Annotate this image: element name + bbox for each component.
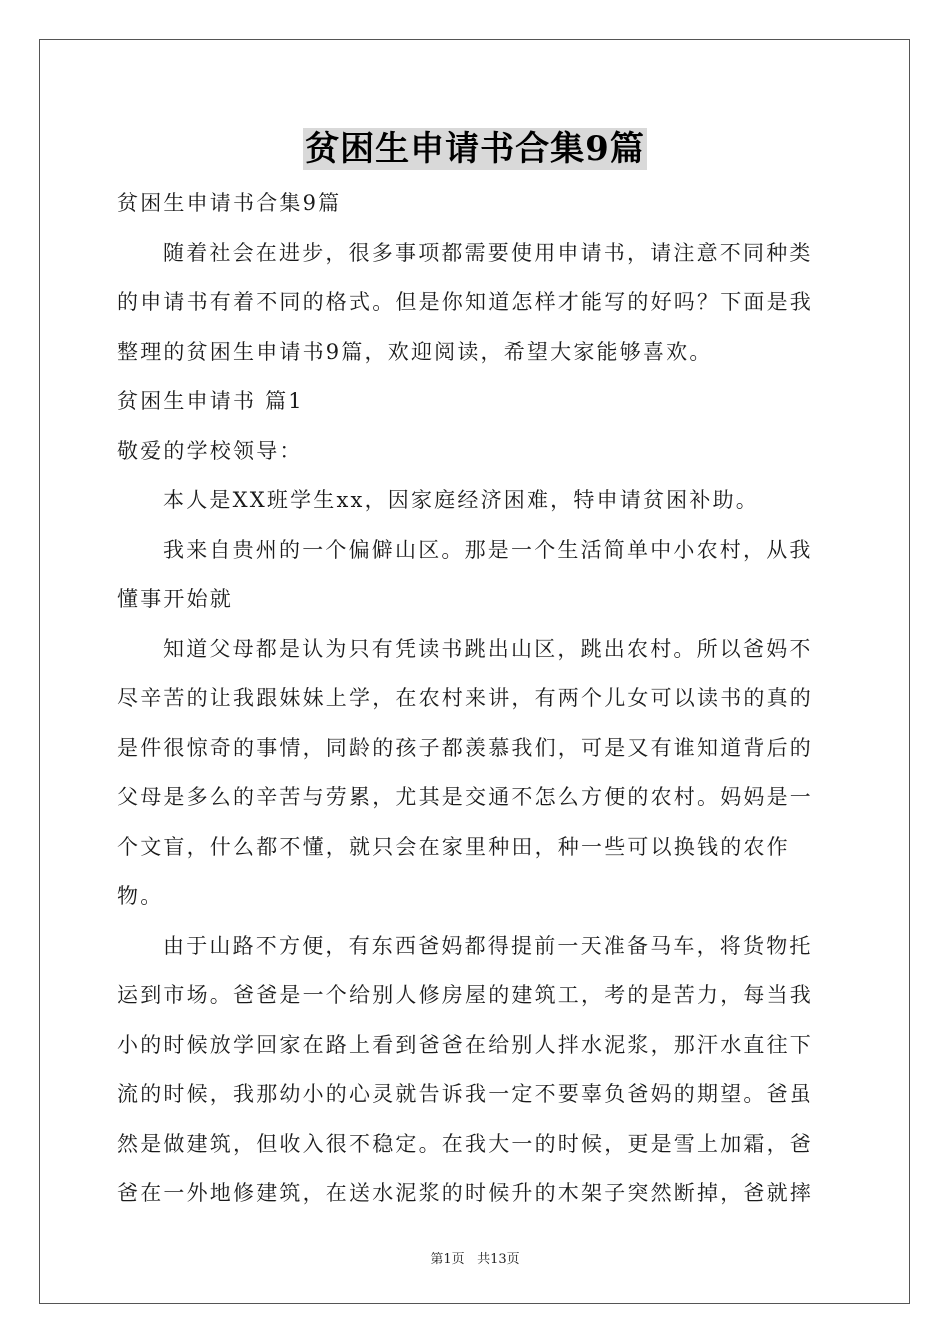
- paragraph-body: 由于山路不方便，有东西爸妈都得提前一天准备马车，将货物托运到市场。爸爸是一个给别人修房屋的建筑工，考的是苦力，每当我小的时候放学回家在路上看到爸爸在给别人拌水泥浆，那汗水直往下流的时候，我那幼小的心灵就告诉我一定不要辜负爸妈的期望。爸虽然是做建筑，但收入很不稳定。在我大一的时候，更是雪上加霜，爸爸在一外地修建筑，在送水泥浆的时候升的木架子突然断掉，爸就摔: [117, 933, 813, 1205]
- page-total: 共13页: [477, 1252, 520, 1267]
- page-number: 第1页: [430, 1252, 465, 1267]
- paragraph-body: 本人是XX班学生xx，因家庭经济困难，特申请贫困补助。: [163, 488, 759, 512]
- paragraph-body: 我来自贵州的一个偏僻山区。那是一个生活简单中小农村，从我懂事开始就: [117, 537, 813, 611]
- paragraph-subtitle: 贫困生申请书合集9篇: [117, 191, 342, 215]
- paragraph-salutation: 敬爱的学校领导：: [117, 438, 303, 463]
- page-footer: [0, 1248, 950, 1267]
- paragraph-intro: 随着社会在进步，很多事项都需要使用申请书，请注意不同种类的申请书有着不同的格式。但是你知道怎样才能写的好吗？下面是我整理的贫困生申请书9篇，欢迎阅读，希望大家能够喜欢。: [117, 240, 813, 364]
- paragraph-body: 知道父母都是认为只有凭读书跳出山区，跳出农村。所以爸妈不尽辛苦的让我跟妹妹上学，在农村来讲，有两个儿女可以读书的真的是件很惊奇的事情，同龄的孩子都羡慕我们，可是又有谁知道背后的父母是多么的辛苦与劳累，尤其是交通不怎么方便的农村。妈妈是一个文盲，什么都不懂，就只会在家里种田，种一些可以换钱的农作物。: [117, 636, 813, 908]
- paragraph-section-heading: 贫困生申请书 篇1: [117, 389, 304, 413]
- document-body: [117, 179, 833, 1219]
- document-title: 贫困生申请书合集9篇: [305, 129, 645, 169]
- title-container: [0, 128, 950, 170]
